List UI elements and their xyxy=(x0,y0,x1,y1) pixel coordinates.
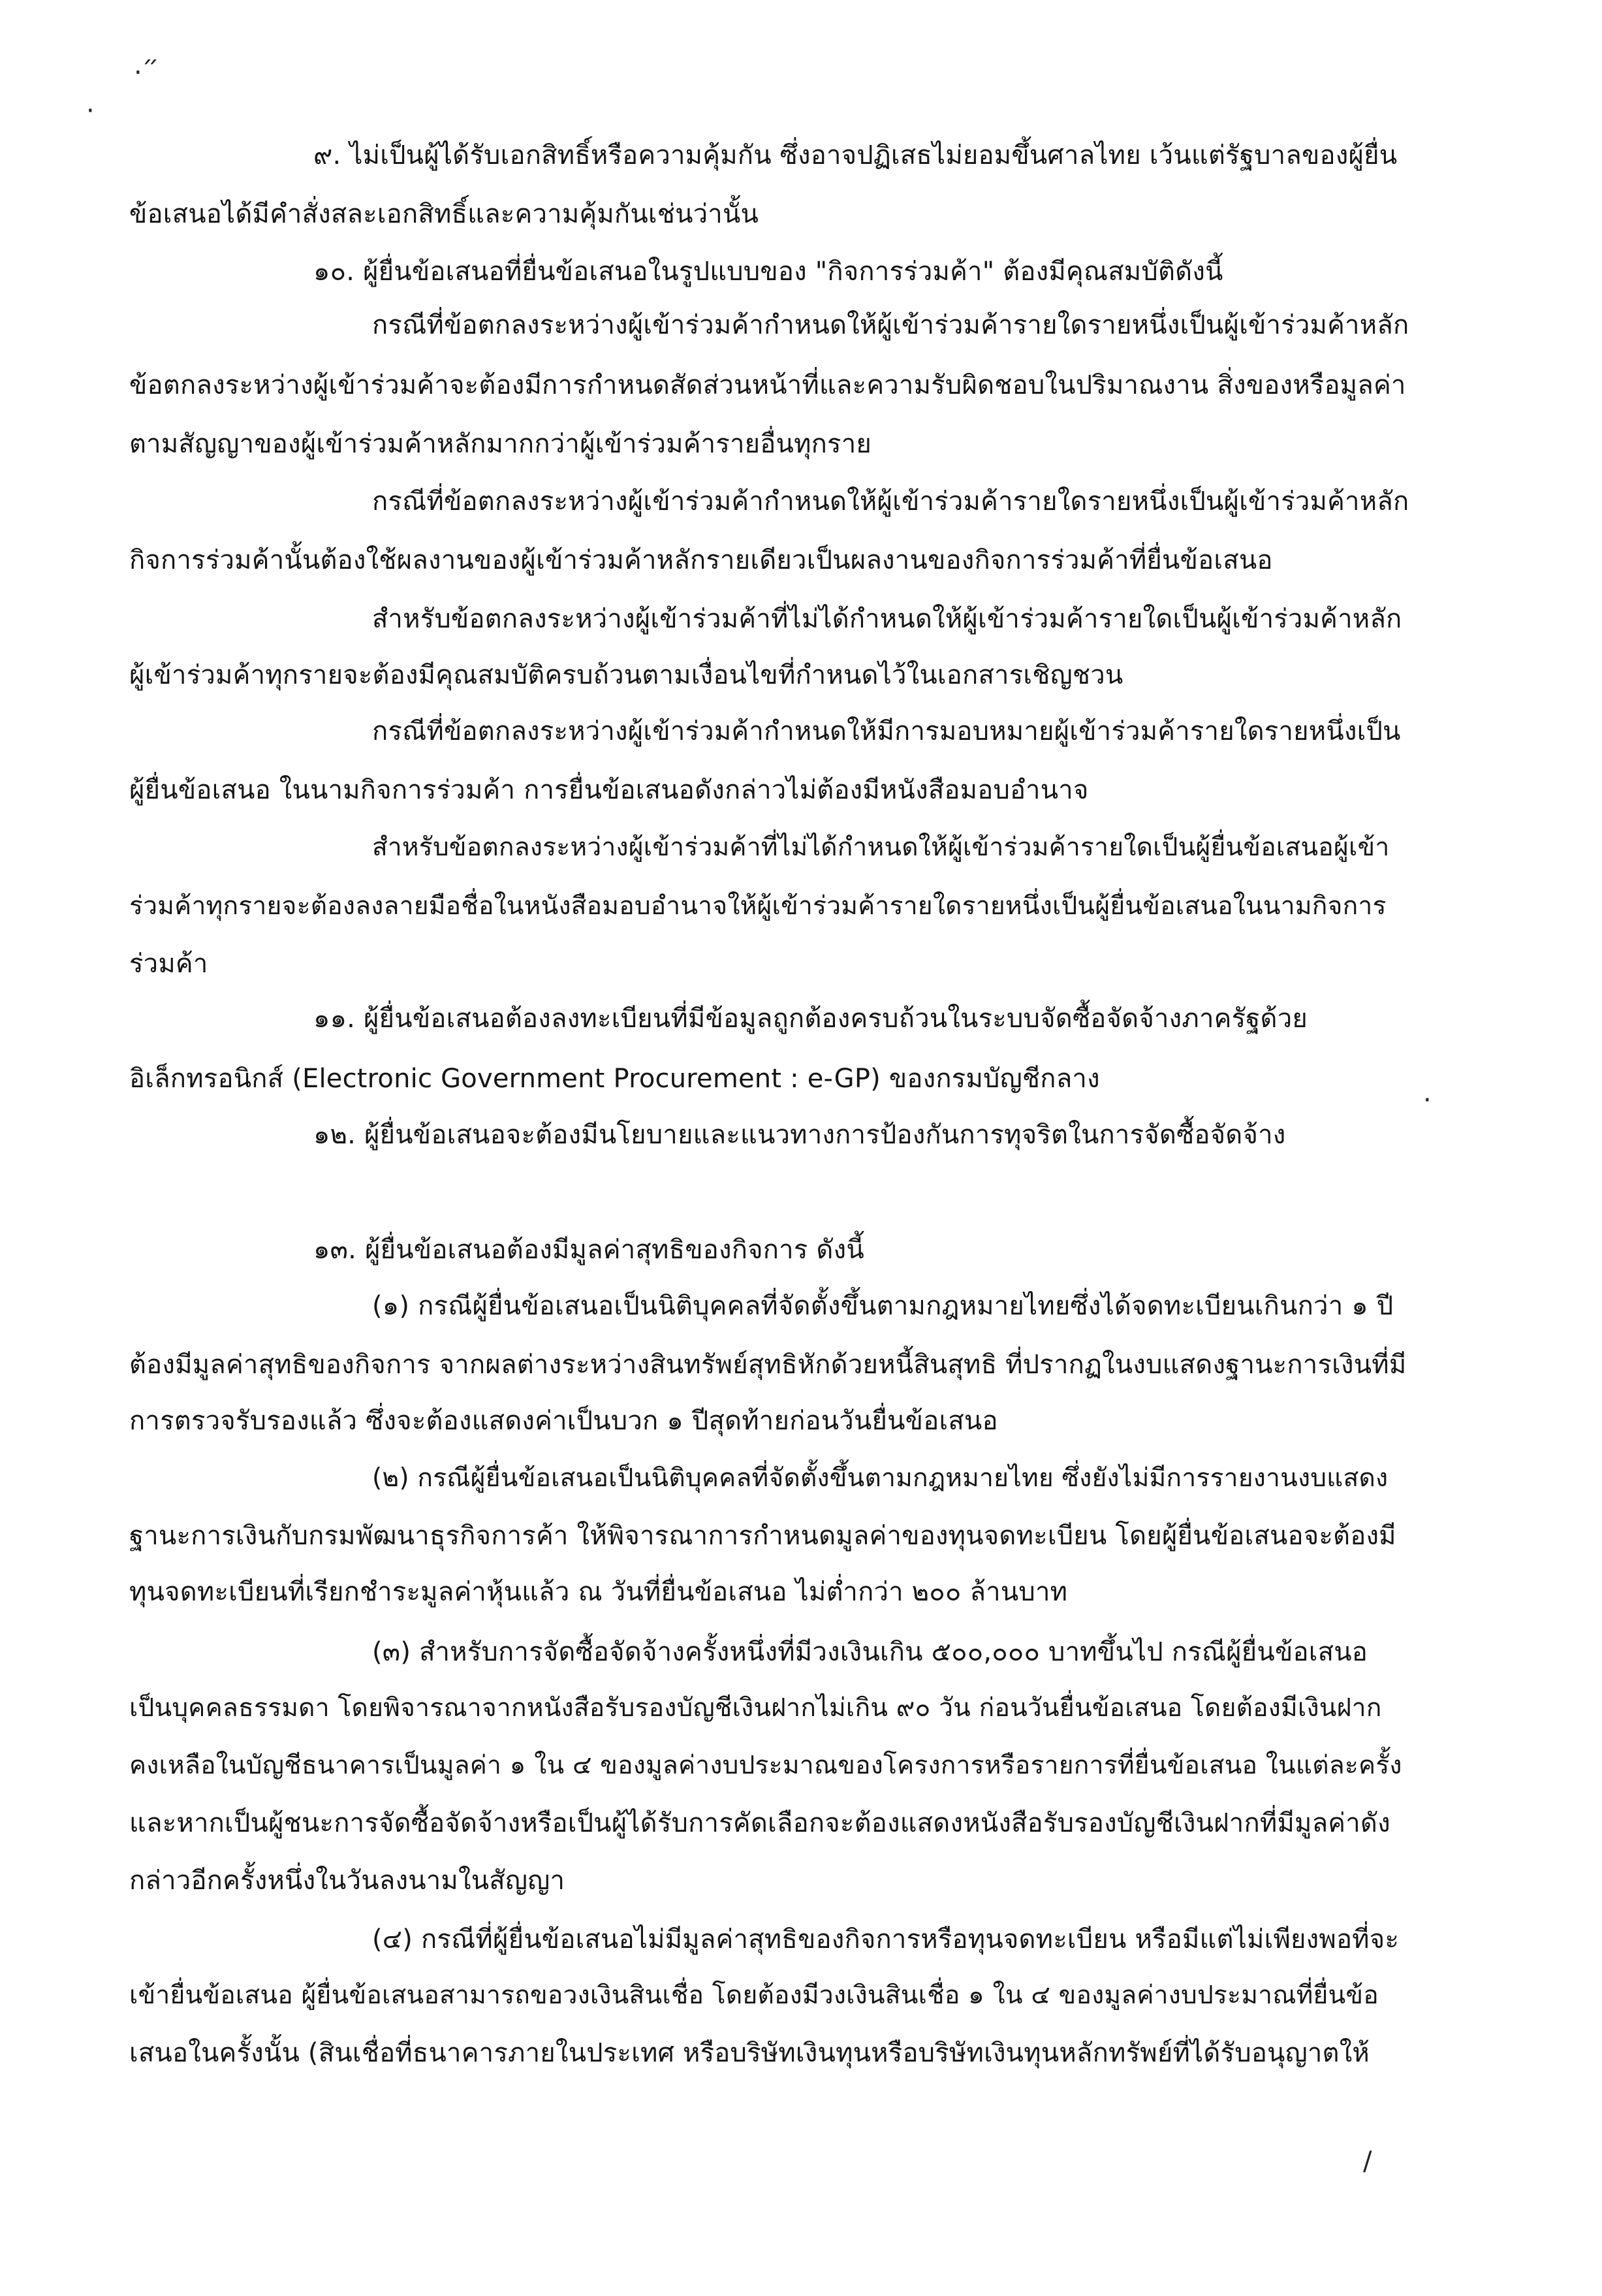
scan-mark: · xyxy=(86,96,95,126)
clause-9-line-2: ข้อเสนอได้มีคำสั่งสละเอกสิทธิ์และความคุ้มกันเช่นว่านั้น xyxy=(129,199,759,229)
clause-13-1-line-3: การตรวจรับรองแล้ว ซึ่งจะต้องแสดงค่าเป็นบวก ๑ ปีสุดท้ายก่อนวันยื่นข้อเสนอ xyxy=(129,1406,998,1436)
clause-9-line-1: ๙. ไม่เป็นผู้ได้รับเอกสิทธิ์หรือความคุ้มกัน ซึ่งอาจปฏิเสธไม่ยอมขึ้นศาลไทย เว้นแต่รัฐบาลของผู้ยื่น xyxy=(313,140,1398,170)
clause-13-4-line-2: เข้ายื่นข้อเสนอ ผู้ยื่นข้อเสนอสามารถขอวงเงินสินเชื่อ โดยต้องมีวงเงินสินเชื่อ ๑ ใน ๔ ของมูลค่างบประมาณที่ยื่นข้อ xyxy=(129,1981,1379,2010)
clause-13-3-line-2: เป็นบุคคลธรรมดา โดยพิจารณาจากหนังสือรับรองบัญชีเงินฝากไม่เกิน ๙๐ วัน ก่อนวันยื่นข้อเสนอ โดยต้องมีเงินฝาก xyxy=(129,1693,1382,1723)
clause-10-heading: ๑๐. ผู้ยื่นข้อเสนอที่ยื่นข้อเสนอในรูปแบบของ "กิจการร่วมค้า" ต้องมีคุณสมบัติดังนี้ xyxy=(313,257,1223,287)
clause-13-3-line-5: กล่าวอีกครั้งหนึ่งในวันลงนามในสัญญา xyxy=(129,1866,565,1896)
clause-10-para-1-line-3: ตามสัญญาของผู้เข้าร่วมค้าหลักมากกว่าผู้เข้าร่วมค้ารายอื่นทุกราย xyxy=(129,429,872,459)
scan-mark: / xyxy=(1363,2146,1372,2176)
clause-10-para-2-line-2: กิจการร่วมค้านั้นต้องใช้ผลงานของผู้เข้าร่วมค้าหลักรายเดียวเป็นผลงานของกิจการร่วมค้าที่ยื่นข้อเสนอ xyxy=(129,545,1273,575)
clause-10-para-1-line-2: ข้อตกลงระหว่างผู้เข้าร่วมค้าจะต้องมีการกำหนดสัดส่วนหน้าที่และความรับผิดชอบในปริมาณงาน สิ่งของหรือมูลค่า xyxy=(129,370,1406,400)
clause-10-para-5-line-2: ร่วมค้าทุกรายจะต้องลงลายมือชื่อในหนังสือมอบอำนาจให้ผู้เข้าร่วมค้ารายใดรายหนึ่งเป็นผู้ยื่นข้อเสนอในนามกิจการ xyxy=(129,891,1387,921)
clause-13-4-line-3: เสนอในครั้งนั้น (สินเชื่อที่ธนาคารภายในประเทศ หรือบริษัทเงินทุนหรือบริษัทเงินทุนหลักทรัพย์ที่ได้รับอนุญาตให้ xyxy=(129,2038,1370,2068)
clause-10-para-2-line-1: กรณีที่ข้อตกลงระหว่างผู้เข้าร่วมค้ากำหนดให้ผู้เข้าร่วมค้ารายใดรายหนึ่งเป็นผู้เข้าร่วมค้าหลัก xyxy=(372,486,1409,517)
clause-11-line-2: อิเล็กทรอนิกส์ (Electronic Government Procurement : e-GP) ของกรมบัญชีกลาง xyxy=(129,1064,1100,1094)
clause-13-1-line-1: (๑) กรณีผู้ยื่นข้อเสนอเป็นนิติบุคคลที่จัดตั้งขึ้นตามกฎหมายไทยซึ่งได้จดทะเบียนเกินกว่า ๑ ปี xyxy=(372,1291,1394,1321)
clause-10-para-3-line-1: สำหรับข้อตกลงระหว่างผู้เข้าร่วมค้าที่ไม่ได้กำหนดให้ผู้เข้าร่วมค้ารายใดเป็นผู้เข้าร่วมค้าหลัก xyxy=(372,604,1402,634)
clause-13-4-line-1: (๔) กรณีที่ผู้ยื่นข้อเสนอไม่มีมูลค่าสุทธิของกิจการหรือทุนจดทะเบียน หรือมีแต่ไม่เพียงพอที่จะ xyxy=(372,1924,1400,1954)
clause-13-3-line-3: คงเหลือในบัญชีธนาคารเป็นมูลค่า ๑ ใน ๔ ของมูลค่างบประมาณของโครงการหรือรายการที่ยื่นข้อเสนอ ในแต่ละครั้ง xyxy=(129,1751,1402,1780)
scan-mark: · xyxy=(1423,1085,1432,1115)
clause-10-para-4-line-1: กรณีที่ข้อตกลงระหว่างผู้เข้าร่วมค้ากำหนดให้มีการมอบหมายผู้เข้าร่วมค้ารายใดรายหนึ่งเป็น xyxy=(372,716,1401,746)
clause-13-3-line-4: และหากเป็นผู้ชนะการจัดซื้อจัดจ้างหรือเป็นผู้ได้รับการคัดเลือกจะต้องแสดงหนังสือรับรองบัญชีเงินฝากที่มีมูลค่าดัง xyxy=(129,1808,1390,1838)
clause-13-2-line-2: ฐานะการเงินกับกรมพัฒนาธุรกิจการค้า ให้พิจารณาการกำหนดมูลค่าของทุนจดทะเบียน โดยผู้ยื่นข้อเสนอจะต้องมี xyxy=(129,1521,1396,1551)
clause-13-3-line-1: (๓) สำหรับการจัดซื้อจัดจ้างครั้งหนึ่งที่มีวงเงินเกิน ๕๐๐,๐๐๐ บาทขึ้นไป กรณีผู้ยื่นข้อเสนอ xyxy=(372,1637,1368,1667)
clause-10-para-5-line-1: สำหรับข้อตกลงระหว่างผู้เข้าร่วมค้าที่ไม่ได้กำหนดให้ผู้เข้าร่วมค้ารายใดเป็นผู้ยื่นข้อเสนอผู้เข้า xyxy=(372,833,1390,862)
clause-13-2-line-1: (๒) กรณีผู้ยื่นข้อเสนอเป็นนิติบุคคลที่จัดตั้งขึ้นตามกฎหมายไทย ซึ่งยังไม่มีการรายงานงบแสดง xyxy=(372,1463,1389,1493)
clause-10-para-4-line-2: ผู้ยื่นข้อเสนอ ในนามกิจการร่วมค้า การยื่นข้อเสนอดังกล่าวไม่ต้องมีหนังสือมอบอำนาจ xyxy=(129,775,1089,805)
clause-13-2-line-3: ทุนจดทะเบียนที่เรียกชำระมูลค่าหุ้นแล้ว ณ วันที่ยื่นข้อเสนอ ไม่ต่ำกว่า ๒๐๐ ล้านบาท xyxy=(129,1577,1068,1607)
clause-13-1-line-2: ต้องมีมูลค่าสุทธิของกิจการ จากผลต่างระหว่างสินทรัพย์สุทธิหักด้วยหนี้สินสุทธิ ที่ปรากฏในงบแสดงฐานะการเงินที่มี xyxy=(129,1350,1407,1380)
clause-10-para-3-line-2: ผู้เข้าร่วมค้าทุกรายจะต้องมีคุณสมบัติครบถ้วนตามเงื่อนไขที่กำหนดไว้ในเอกสารเชิญชวน xyxy=(129,660,1123,690)
clause-13-heading: ๑๓. ผู้ยื่นข้อเสนอต้องมีมูลค่าสุทธิของกิจการ ดังนี้ xyxy=(313,1235,864,1265)
clause-11-line-1: ๑๑. ผู้ยื่นข้อเสนอต้องลงทะเบียนที่มีข้อมูลถูกต้องครบถ้วนในระบบจัดซื้อจัดจ้างภาครัฐด้วย xyxy=(313,1004,1308,1034)
clause-12-line-1: ๑๒. ผู้ยื่นข้อเสนอจะต้องมีนโยบายและแนวทางการป้องกันการทุจริตในการจัดซื้อจัดจ้าง xyxy=(313,1120,1286,1150)
clause-10-para-1-line-1: กรณีที่ข้อตกลงระหว่างผู้เข้าร่วมค้ากำหนดให้ผู้เข้าร่วมค้ารายใดรายหนึ่งเป็นผู้เข้าร่วมค้าหลัก xyxy=(372,310,1409,340)
scan-mark: .״ xyxy=(134,50,159,80)
clause-10-para-5-line-3: ร่วมค้า xyxy=(129,949,208,979)
